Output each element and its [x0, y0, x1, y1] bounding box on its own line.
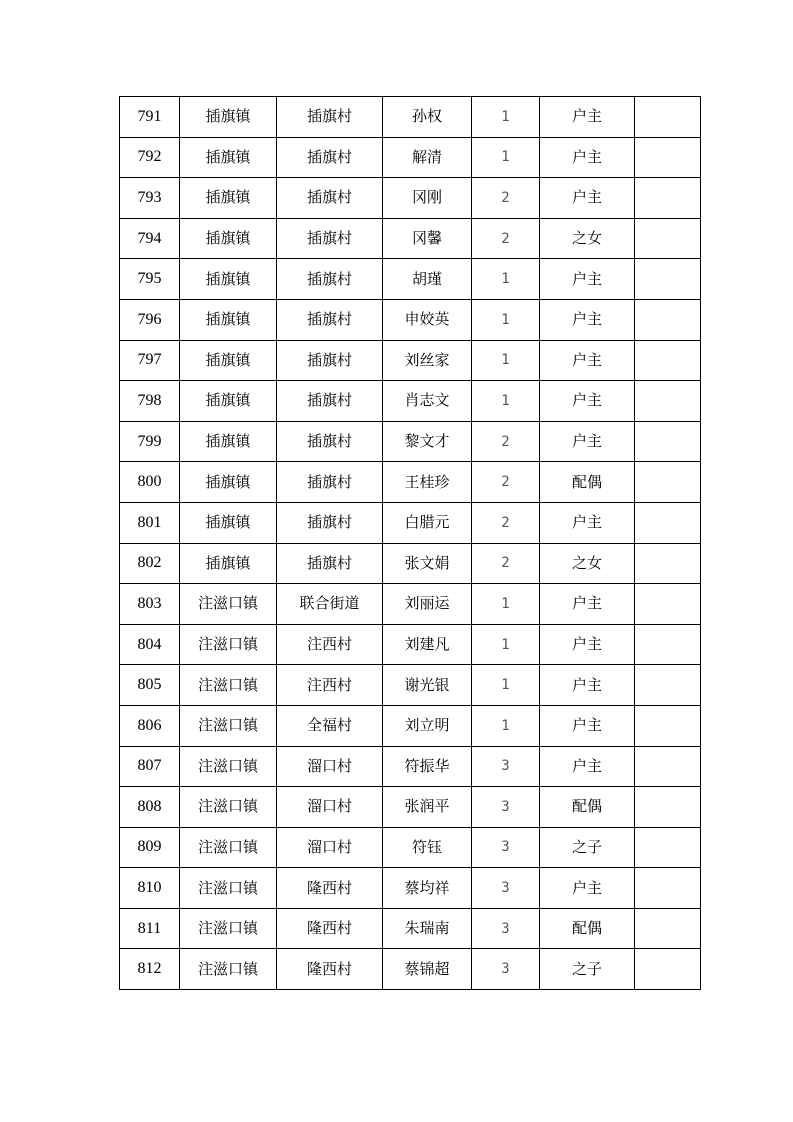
cell-remark	[635, 502, 701, 543]
cell-relation: 户主	[540, 340, 635, 381]
cell-person-name: 刘丝家	[383, 340, 472, 381]
table-row	[120, 137, 701, 178]
cell-serial-number: 808	[120, 787, 180, 828]
table-row	[120, 97, 701, 138]
cell-remark	[635, 949, 701, 990]
cell-person-name: 冈刚	[383, 178, 472, 219]
cell-serial-number: 806	[120, 705, 180, 746]
cell-town: 插旗镇	[180, 97, 277, 138]
cell-village: 全福村	[277, 705, 383, 746]
table-row	[120, 543, 701, 584]
cell-village: 插旗村	[277, 543, 383, 584]
cell-remark	[635, 178, 701, 219]
cell-serial-number: 797	[120, 340, 180, 381]
cell-village: 插旗村	[277, 502, 383, 543]
table-row	[120, 705, 701, 746]
cell-remark	[635, 259, 701, 300]
cell-town: 注滋口镇	[180, 868, 277, 909]
cell-relation: 户主	[540, 421, 635, 462]
cell-village: 隆西村	[277, 908, 383, 949]
cell-serial-number: 807	[120, 746, 180, 787]
table-row	[120, 178, 701, 219]
cell-relation: 之女	[540, 543, 635, 584]
cell-town: 注滋口镇	[180, 949, 277, 990]
cell-person-name: 白腊元	[383, 502, 472, 543]
cell-village: 注西村	[277, 665, 383, 706]
cell-village: 插旗村	[277, 462, 383, 503]
cell-relation: 户主	[540, 705, 635, 746]
cell-household-size: 1	[472, 624, 540, 665]
table-row	[120, 949, 701, 990]
cell-relation: 户主	[540, 502, 635, 543]
cell-village: 注西村	[277, 624, 383, 665]
cell-relation: 户主	[540, 97, 635, 138]
cell-town: 注滋口镇	[180, 908, 277, 949]
cell-household-size: 3	[472, 746, 540, 787]
cell-person-name: 刘建凡	[383, 624, 472, 665]
cell-town: 插旗镇	[180, 502, 277, 543]
cell-household-size: 3	[472, 827, 540, 868]
cell-serial-number: 805	[120, 665, 180, 706]
cell-remark	[635, 137, 701, 178]
cell-person-name: 冈馨	[383, 218, 472, 259]
table-row	[120, 584, 701, 625]
cell-serial-number: 796	[120, 299, 180, 340]
cell-remark	[635, 97, 701, 138]
cell-remark	[635, 340, 701, 381]
cell-town: 注滋口镇	[180, 705, 277, 746]
cell-person-name: 胡瑾	[383, 259, 472, 300]
cell-person-name: 符振华	[383, 746, 472, 787]
cell-town: 注滋口镇	[180, 584, 277, 625]
cell-relation: 户主	[540, 381, 635, 422]
cell-town: 注滋口镇	[180, 665, 277, 706]
cell-person-name: 刘立明	[383, 705, 472, 746]
cell-remark	[635, 746, 701, 787]
cell-serial-number: 791	[120, 97, 180, 138]
cell-serial-number: 812	[120, 949, 180, 990]
cell-household-size: 1	[472, 340, 540, 381]
cell-relation: 配偶	[540, 908, 635, 949]
cell-person-name: 朱瑞南	[383, 908, 472, 949]
cell-person-name: 谢光银	[383, 665, 472, 706]
cell-person-name: 蔡均祥	[383, 868, 472, 909]
cell-household-size: 1	[472, 584, 540, 625]
cell-town: 注滋口镇	[180, 624, 277, 665]
cell-serial-number: 803	[120, 584, 180, 625]
table-row	[120, 665, 701, 706]
cell-town: 插旗镇	[180, 178, 277, 219]
cell-relation: 户主	[540, 624, 635, 665]
cell-relation: 配偶	[540, 787, 635, 828]
cell-person-name: 解清	[383, 137, 472, 178]
table-row	[120, 299, 701, 340]
cell-relation: 之子	[540, 949, 635, 990]
cell-remark	[635, 299, 701, 340]
records-table	[119, 96, 701, 990]
cell-household-size: 1	[472, 97, 540, 138]
cell-serial-number: 801	[120, 502, 180, 543]
cell-serial-number: 810	[120, 868, 180, 909]
cell-person-name: 刘丽运	[383, 584, 472, 625]
cell-serial-number: 798	[120, 381, 180, 422]
cell-serial-number: 804	[120, 624, 180, 665]
cell-town: 插旗镇	[180, 218, 277, 259]
cell-household-size: 1	[472, 137, 540, 178]
cell-relation: 之子	[540, 827, 635, 868]
cell-household-size: 3	[472, 787, 540, 828]
cell-remark	[635, 421, 701, 462]
cell-serial-number: 799	[120, 421, 180, 462]
cell-serial-number: 800	[120, 462, 180, 503]
cell-serial-number: 809	[120, 827, 180, 868]
cell-village: 插旗村	[277, 340, 383, 381]
cell-remark	[635, 868, 701, 909]
cell-town: 注滋口镇	[180, 827, 277, 868]
cell-village: 隆西村	[277, 949, 383, 990]
cell-household-size: 1	[472, 299, 540, 340]
cell-remark	[635, 827, 701, 868]
cell-relation: 户主	[540, 299, 635, 340]
cell-relation: 户主	[540, 137, 635, 178]
cell-village: 隆西村	[277, 868, 383, 909]
cell-village: 溜口村	[277, 746, 383, 787]
table-row	[120, 787, 701, 828]
cell-town: 注滋口镇	[180, 746, 277, 787]
cell-town: 插旗镇	[180, 259, 277, 300]
cell-relation: 之女	[540, 218, 635, 259]
cell-relation: 户主	[540, 584, 635, 625]
cell-remark	[635, 218, 701, 259]
cell-serial-number: 811	[120, 908, 180, 949]
cell-household-size: 2	[472, 421, 540, 462]
cell-village: 联合街道	[277, 584, 383, 625]
cell-household-size: 2	[472, 178, 540, 219]
cell-person-name: 黎文才	[383, 421, 472, 462]
cell-household-size: 2	[472, 543, 540, 584]
cell-remark	[635, 624, 701, 665]
cell-village: 插旗村	[277, 218, 383, 259]
cell-remark	[635, 584, 701, 625]
cell-remark	[635, 665, 701, 706]
cell-remark	[635, 908, 701, 949]
cell-serial-number: 792	[120, 137, 180, 178]
records-body	[120, 97, 701, 990]
cell-relation: 户主	[540, 178, 635, 219]
table-row	[120, 746, 701, 787]
cell-town: 插旗镇	[180, 543, 277, 584]
cell-village: 插旗村	[277, 97, 383, 138]
cell-person-name: 孙权	[383, 97, 472, 138]
cell-person-name: 符钰	[383, 827, 472, 868]
table-row	[120, 827, 701, 868]
table-row	[120, 421, 701, 462]
table-row	[120, 502, 701, 543]
cell-village: 插旗村	[277, 381, 383, 422]
table-row	[120, 868, 701, 909]
cell-person-name: 张润平	[383, 787, 472, 828]
cell-relation: 配偶	[540, 462, 635, 503]
cell-remark	[635, 381, 701, 422]
cell-serial-number: 802	[120, 543, 180, 584]
cell-relation: 户主	[540, 259, 635, 300]
cell-household-size: 2	[472, 502, 540, 543]
cell-town: 插旗镇	[180, 299, 277, 340]
cell-relation: 户主	[540, 746, 635, 787]
table-row	[120, 259, 701, 300]
cell-household-size: 2	[472, 218, 540, 259]
cell-household-size: 1	[472, 381, 540, 422]
cell-town: 插旗镇	[180, 137, 277, 178]
cell-person-name: 王桂珍	[383, 462, 472, 503]
cell-relation: 户主	[540, 665, 635, 706]
cell-remark	[635, 705, 701, 746]
cell-household-size: 1	[472, 259, 540, 300]
cell-remark	[635, 462, 701, 503]
cell-village: 插旗村	[277, 299, 383, 340]
table-row	[120, 908, 701, 949]
table-row	[120, 381, 701, 422]
cell-household-size: 1	[472, 705, 540, 746]
cell-household-size: 3	[472, 868, 540, 909]
cell-village: 溜口村	[277, 787, 383, 828]
cell-remark	[635, 543, 701, 584]
cell-village: 插旗村	[277, 137, 383, 178]
cell-town: 注滋口镇	[180, 787, 277, 828]
cell-household-size: 3	[472, 949, 540, 990]
cell-serial-number: 794	[120, 218, 180, 259]
cell-household-size: 3	[472, 908, 540, 949]
cell-town: 插旗镇	[180, 381, 277, 422]
table-row	[120, 462, 701, 503]
cell-relation: 户主	[540, 868, 635, 909]
cell-town: 插旗镇	[180, 421, 277, 462]
table-row	[120, 624, 701, 665]
cell-town: 插旗镇	[180, 340, 277, 381]
cell-person-name: 申姣英	[383, 299, 472, 340]
table-row	[120, 340, 701, 381]
cell-village: 插旗村	[277, 178, 383, 219]
cell-village: 溜口村	[277, 827, 383, 868]
table-row	[120, 218, 701, 259]
cell-serial-number: 795	[120, 259, 180, 300]
cell-village: 插旗村	[277, 259, 383, 300]
cell-serial-number: 793	[120, 178, 180, 219]
cell-household-size: 1	[472, 665, 540, 706]
cell-household-size: 2	[472, 462, 540, 503]
cell-person-name: 蔡锦超	[383, 949, 472, 990]
cell-town: 插旗镇	[180, 462, 277, 503]
cell-remark	[635, 787, 701, 828]
cell-person-name: 肖志文	[383, 381, 472, 422]
cell-person-name: 张文娟	[383, 543, 472, 584]
cell-village: 插旗村	[277, 421, 383, 462]
